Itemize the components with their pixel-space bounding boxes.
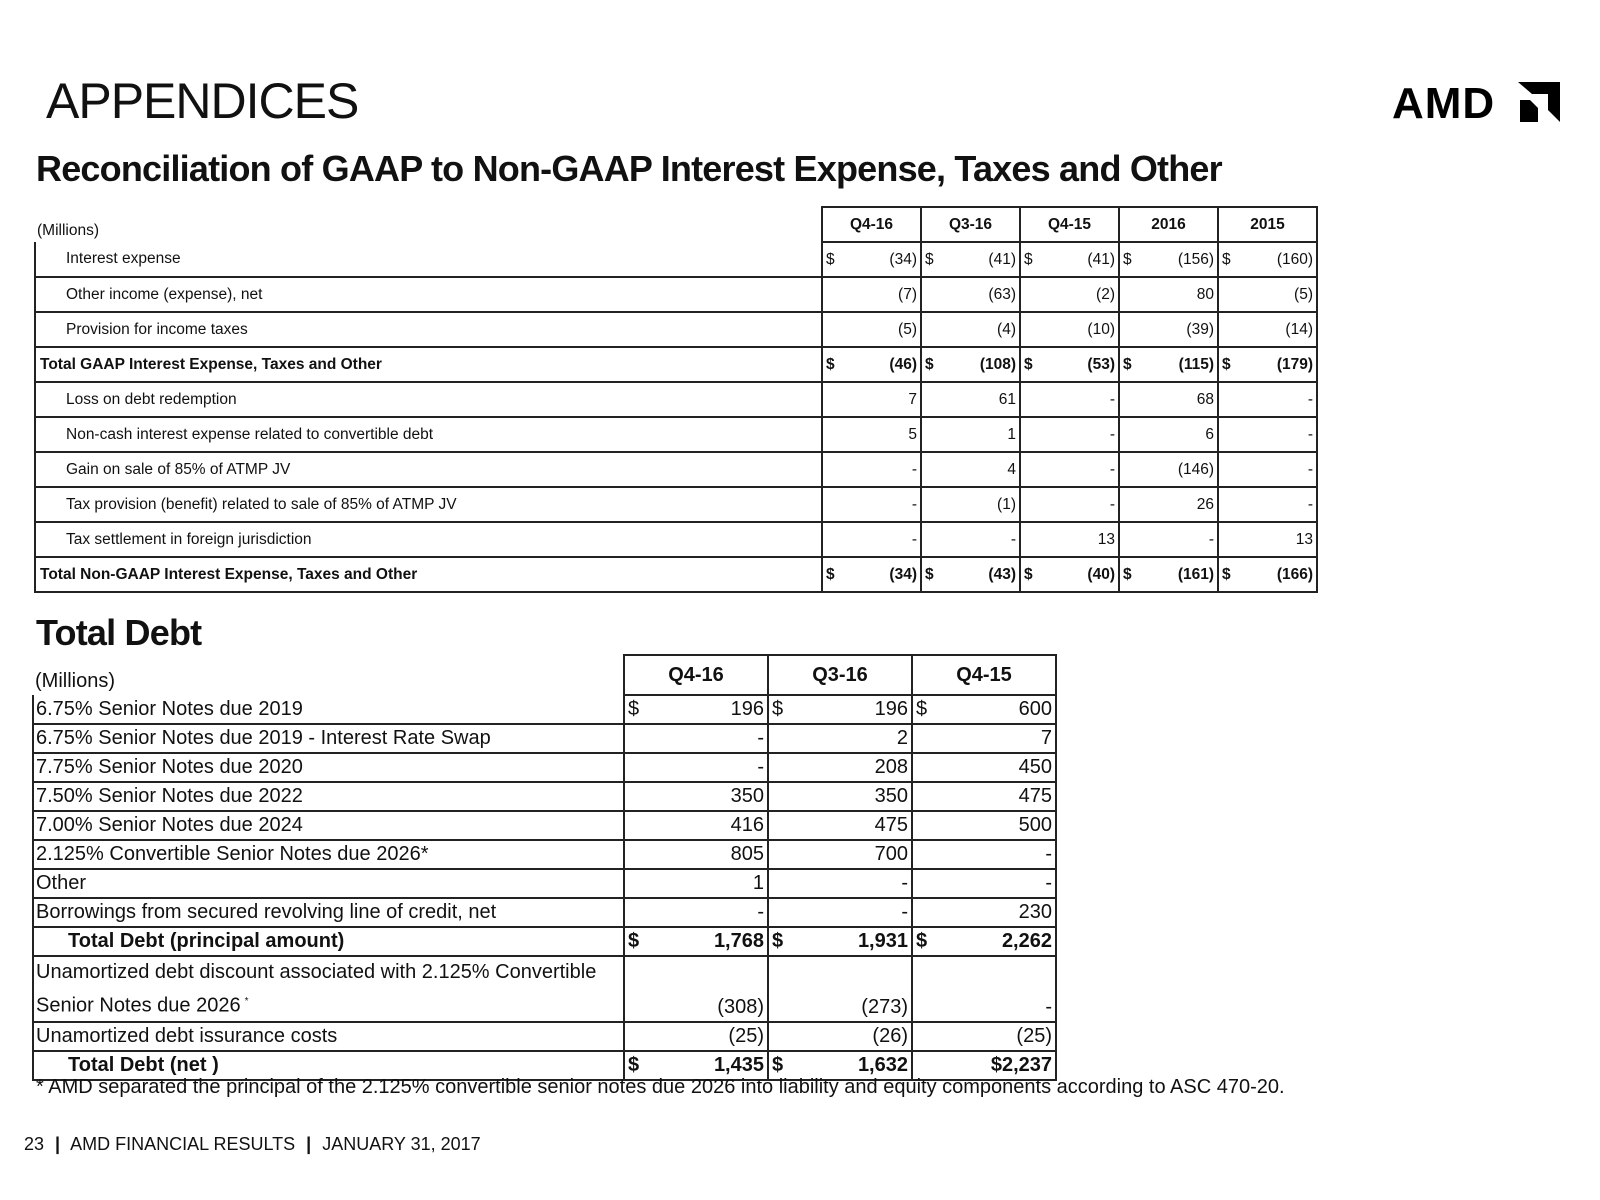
value-text: 5 — [908, 425, 917, 443]
value-cell — [1218, 417, 1317, 452]
value-cell — [921, 557, 1020, 592]
table-row — [33, 898, 1056, 927]
table-row — [35, 277, 1317, 312]
row-label-text: 7.75% Senior Notes due 2020 — [36, 756, 303, 778]
row-label-text: Total Debt (net ) — [68, 1053, 219, 1076]
value-text: 1,931 — [857, 930, 908, 952]
currency-symbol: $ — [925, 565, 934, 583]
total-debt-table — [32, 654, 1057, 1081]
value-text: (53) — [1087, 355, 1115, 373]
value-text: 6 — [1205, 425, 1214, 443]
value-cell — [912, 782, 1056, 811]
value-cell — [1119, 557, 1218, 592]
table-row — [35, 382, 1317, 417]
row-label-text: 2.125% Convertible Senior Notes due 2026* — [36, 843, 429, 865]
value-cell — [1119, 487, 1218, 522]
value-text: (41) — [988, 250, 1016, 268]
row-label-text: Borrowings from secured revolving line of credit, net — [36, 901, 497, 923]
value-cell — [1218, 382, 1317, 417]
value-text: (108) — [979, 355, 1016, 373]
value-cell — [1119, 522, 1218, 557]
value-text: (5) — [898, 320, 917, 338]
footer-doc-title: AMD FINANCIAL RESULTS — [70, 1134, 296, 1154]
value-cell — [822, 417, 921, 452]
value-text: 2,262 — [1001, 930, 1052, 952]
value-text: (34) — [889, 250, 917, 268]
table-header-row — [33, 655, 1056, 695]
row-label-text: Tax settlement in foreign jurisdiction — [66, 530, 312, 548]
value-text: - — [757, 756, 764, 778]
page-footer — [24, 1134, 481, 1155]
row-label-text: Interest expense — [66, 250, 181, 267]
value-cell — [1020, 347, 1119, 382]
value-text: - — [911, 495, 917, 513]
value-text: (161) — [1177, 565, 1214, 583]
value-cell — [912, 695, 1056, 724]
value-cell — [1119, 312, 1218, 347]
reconciliation-title: Reconciliation of GAAP to Non-GAAP Interest Expense, Taxes and Other — [36, 148, 1222, 189]
row-label-text: 7.00% Senior Notes due 2024 — [36, 814, 303, 836]
value-text: 350 — [730, 785, 764, 807]
value-cell — [768, 869, 912, 898]
value-text: - — [1010, 530, 1016, 548]
currency-symbol: $ — [772, 1053, 784, 1076]
row-label-text: Total Debt (principal amount) — [68, 930, 345, 952]
value-cell — [624, 811, 768, 840]
column-header: 2016 — [1119, 207, 1218, 242]
value-cell — [921, 487, 1020, 522]
value-cell — [768, 956, 912, 1022]
value-cell — [822, 452, 921, 487]
value-cell — [624, 753, 768, 782]
value-text: (34) — [889, 565, 917, 583]
footnote-marker: * — [244, 996, 249, 1007]
value-cell — [1020, 557, 1119, 592]
row-label — [33, 753, 624, 782]
value-text: 1,632 — [857, 1053, 908, 1076]
value-text: (39) — [1186, 320, 1214, 338]
value-text: 230 — [1018, 901, 1052, 923]
column-header: 2015 — [1218, 207, 1317, 242]
table-row — [33, 1022, 1056, 1051]
value-text: 500 — [1018, 814, 1052, 836]
value-cell — [1218, 277, 1317, 312]
currency-symbol: $ — [1024, 565, 1033, 583]
row-label — [35, 452, 822, 487]
currency-symbol: $ — [1024, 250, 1033, 268]
currency-symbol: $ — [772, 698, 784, 720]
row-label — [35, 487, 822, 522]
value-cell — [921, 522, 1020, 557]
column-header: Q4-15 — [912, 655, 1056, 695]
value-text: (63) — [988, 285, 1016, 303]
value-text: - — [1307, 425, 1313, 443]
value-text: 196 — [874, 698, 908, 720]
section-title: APPENDICES — [46, 73, 359, 129]
value-cell — [1020, 312, 1119, 347]
currency-symbol: $ — [1123, 355, 1132, 373]
row-label-text: Loss on debt redemption — [66, 390, 237, 408]
currency-symbol: $ — [1123, 250, 1132, 268]
row-label — [33, 695, 624, 724]
table-row — [33, 724, 1056, 753]
table-row — [33, 782, 1056, 811]
value-cell — [1020, 382, 1119, 417]
value-cell — [1020, 417, 1119, 452]
value-cell — [822, 557, 921, 592]
row-label — [33, 898, 624, 927]
value-cell — [1119, 277, 1218, 312]
value-text: 7 — [1040, 727, 1052, 749]
value-cell — [912, 753, 1056, 782]
value-text: 1 — [752, 872, 764, 894]
column-header: Q4-15 — [1020, 207, 1119, 242]
value-text: (5) — [1294, 285, 1313, 303]
table-row — [35, 487, 1317, 522]
value-cell — [1218, 312, 1317, 347]
table-row — [35, 312, 1317, 347]
row-label-text: Gain on sale of 85% of ATMP JV — [66, 460, 291, 478]
value-cell — [768, 782, 912, 811]
units-label: (Millions) — [37, 222, 99, 239]
currency-symbol: $ — [916, 930, 928, 952]
row-label-text: Tax provision (benefit) related to sale of 85% of ATMP JV — [66, 495, 457, 513]
currency-symbol: $ — [826, 565, 835, 583]
row-label — [35, 277, 822, 312]
logo-text: AMD — [1392, 80, 1496, 124]
table-row — [33, 695, 1056, 724]
value-text: 450 — [1018, 756, 1052, 778]
row-label — [33, 1022, 624, 1051]
column-header: Q4-16 — [624, 655, 768, 695]
value-cell — [768, 753, 912, 782]
value-cell — [912, 869, 1056, 898]
value-cell — [912, 898, 1056, 927]
value-cell — [768, 695, 912, 724]
value-cell — [624, 956, 768, 1022]
row-label-text: Unamortized debt discount associated with 2.125% Convertible Senior Notes due 2026 — [36, 961, 597, 1017]
value-text: 416 — [730, 814, 764, 836]
value-text: (7) — [898, 285, 917, 303]
row-label — [33, 782, 624, 811]
currency-symbol: $ — [1222, 355, 1231, 373]
value-text: 2 — [896, 727, 908, 749]
value-cell — [1119, 382, 1218, 417]
currency-symbol: $ — [628, 698, 640, 720]
value-text: - — [1109, 425, 1115, 443]
value-cell — [624, 840, 768, 869]
row-label — [33, 869, 624, 898]
value-text: (273) — [861, 995, 908, 1018]
column-header: Q3-16 — [768, 655, 912, 695]
row-label — [35, 312, 822, 347]
value-cell — [921, 452, 1020, 487]
value-cell — [912, 927, 1056, 956]
value-cell — [921, 312, 1020, 347]
value-cell — [1020, 242, 1119, 277]
row-label-text: Unamortized debt issurance costs — [36, 1024, 338, 1047]
value-cell — [912, 1022, 1056, 1051]
currency-symbol: $ — [1024, 355, 1033, 373]
value-text: - — [1208, 530, 1214, 548]
value-text: - — [911, 530, 917, 548]
value-text: (4) — [997, 320, 1016, 338]
footer-date: JANUARY 31, 2017 — [322, 1134, 481, 1154]
value-text: - — [1109, 390, 1115, 408]
column-header: Q3-16 — [921, 207, 1020, 242]
currency-symbol: $ — [1222, 565, 1231, 583]
value-text: (179) — [1276, 355, 1313, 373]
value-text: - — [901, 872, 908, 894]
currency-symbol: $ — [925, 250, 934, 268]
currency-symbol: $ — [826, 355, 835, 373]
value-cell — [921, 277, 1020, 312]
value-text: - — [1045, 843, 1052, 865]
currency-symbol: $ — [1123, 565, 1132, 583]
value-text: 61 — [998, 390, 1016, 408]
value-text: - — [1045, 872, 1052, 894]
value-cell — [822, 487, 921, 522]
value-cell — [768, 840, 912, 869]
units-label: (Millions) — [35, 670, 115, 692]
value-cell — [1218, 242, 1317, 277]
row-label-text: Total Non-GAAP Interest Expense, Taxes and Other — [40, 565, 418, 583]
value-cell — [624, 1022, 768, 1051]
table-row — [33, 840, 1056, 869]
value-cell — [1020, 277, 1119, 312]
value-text: 475 — [874, 814, 908, 836]
currency-symbol: $ — [772, 930, 784, 952]
table-row — [35, 522, 1317, 557]
row-label-text: 6.75% Senior Notes due 2019 - Interest Rate Swap — [36, 727, 491, 749]
currency-symbol: $ — [628, 930, 640, 952]
value-cell — [822, 242, 921, 277]
value-text: 80 — [1196, 285, 1214, 303]
value-text: - — [1307, 390, 1313, 408]
value-cell — [624, 695, 768, 724]
value-text: - — [1109, 495, 1115, 513]
table-row — [35, 452, 1317, 487]
value-text: - — [1307, 495, 1313, 513]
value-text: 26 — [1196, 495, 1214, 513]
value-cell — [624, 869, 768, 898]
value-text: - — [757, 727, 764, 749]
value-cell — [921, 382, 1020, 417]
row-label-text: Provision for income taxes — [66, 320, 248, 338]
amd-logo — [1392, 80, 1562, 124]
value-text: (308) — [717, 995, 764, 1018]
value-text: 4 — [1007, 460, 1016, 478]
value-cell — [822, 522, 921, 557]
value-cell — [921, 417, 1020, 452]
row-label — [35, 557, 822, 592]
total-debt-title: Total Debt — [36, 612, 202, 653]
value-cell — [822, 277, 921, 312]
value-text: (25) — [728, 1024, 764, 1047]
value-text: (41) — [1087, 250, 1115, 268]
value-text: 350 — [874, 785, 908, 807]
value-cell — [921, 347, 1020, 382]
value-text: (40) — [1087, 565, 1115, 583]
value-cell — [1020, 522, 1119, 557]
value-cell — [822, 382, 921, 417]
value-text: (1) — [997, 495, 1016, 513]
value-cell — [768, 1022, 912, 1051]
value-cell — [768, 811, 912, 840]
value-cell — [1119, 452, 1218, 487]
table-row — [33, 753, 1056, 782]
row-label-text: Total GAAP Interest Expense, Taxes and Other — [40, 355, 382, 373]
value-cell — [1020, 452, 1119, 487]
row-label-text: Non-cash interest expense related to convertible debt — [66, 425, 434, 443]
value-text: 7 — [908, 390, 917, 408]
value-cell — [1119, 417, 1218, 452]
value-text: 805 — [730, 843, 764, 865]
value-text: - — [1307, 460, 1313, 478]
value-text: - — [757, 901, 764, 923]
value-cell — [768, 927, 912, 956]
value-text: - — [911, 460, 917, 478]
row-label-text: Other income (expense), net — [66, 285, 263, 303]
footer-divider: | — [55, 1134, 61, 1154]
value-text: 600 — [1018, 698, 1052, 720]
currency-symbol: $ — [628, 1053, 640, 1076]
value-text: 196 — [730, 698, 764, 720]
value-cell — [1218, 487, 1317, 522]
currency-symbol: $ — [925, 355, 934, 373]
currency-symbol: $ — [826, 250, 835, 268]
table-row — [33, 927, 1056, 956]
value-cell — [822, 347, 921, 382]
value-text: (156) — [1177, 250, 1214, 268]
value-cell — [624, 898, 768, 927]
value-text: (46) — [889, 355, 917, 373]
row-label — [35, 522, 822, 557]
value-cell — [768, 724, 912, 753]
value-text: (2) — [1096, 285, 1115, 303]
row-label-text: 6.75% Senior Notes due 2019 — [36, 697, 303, 720]
table-row — [35, 557, 1317, 592]
row-label-text: Other — [36, 872, 87, 894]
table-row — [35, 242, 1317, 277]
table-row — [33, 811, 1056, 840]
value-cell — [912, 724, 1056, 753]
value-text: - — [901, 901, 908, 923]
value-text: 475 — [1018, 785, 1052, 807]
row-label — [33, 927, 624, 956]
row-label — [35, 417, 822, 452]
footer-divider: | — [306, 1134, 312, 1154]
value-cell — [624, 724, 768, 753]
table-row — [33, 956, 1056, 1022]
value-cell — [624, 927, 768, 956]
value-text: (43) — [988, 565, 1016, 583]
table-row — [33, 869, 1056, 898]
value-text: 13 — [1295, 530, 1313, 548]
reconciliation-table — [34, 206, 1318, 593]
value-text: 1 — [1007, 425, 1016, 443]
value-cell — [624, 782, 768, 811]
table-row — [35, 347, 1317, 382]
value-text: (26) — [872, 1024, 908, 1047]
value-cell — [912, 840, 1056, 869]
row-label — [33, 724, 624, 753]
value-text: 700 — [874, 843, 908, 865]
value-text: (25) — [1016, 1024, 1052, 1047]
column-header: Q4-16 — [822, 207, 921, 242]
value-cell — [1218, 522, 1317, 557]
value-text: - — [1045, 995, 1052, 1018]
value-text: (146) — [1177, 460, 1214, 478]
value-cell — [1218, 347, 1317, 382]
value-cell — [912, 956, 1056, 1022]
row-label — [33, 840, 624, 869]
row-label — [35, 382, 822, 417]
value-cell — [1020, 487, 1119, 522]
value-text: $2,237 — [990, 1053, 1052, 1076]
page-number: 23 — [24, 1134, 45, 1154]
value-cell — [1218, 557, 1317, 592]
value-cell — [822, 312, 921, 347]
row-label — [33, 956, 624, 1022]
value-text: (160) — [1276, 250, 1313, 268]
value-text: (115) — [1178, 355, 1214, 373]
row-label — [33, 811, 624, 840]
table-row — [35, 417, 1317, 452]
row-label — [35, 347, 822, 382]
value-text: - — [1109, 460, 1115, 478]
value-text: 13 — [1097, 530, 1115, 548]
value-text: 208 — [874, 756, 908, 778]
row-label — [35, 242, 822, 277]
value-cell — [1218, 452, 1317, 487]
footnote: * AMD separated the principal of the 2.125% convertible senior notes due 2026 into liability and equity components according to ASC 470-20. — [36, 1076, 1285, 1098]
value-cell — [1119, 242, 1218, 277]
currency-symbol: $ — [1222, 250, 1231, 268]
value-text: 1,435 — [713, 1053, 764, 1076]
currency-symbol: $ — [916, 698, 928, 720]
value-text: (14) — [1285, 320, 1313, 338]
value-cell — [921, 242, 1020, 277]
value-cell — [768, 898, 912, 927]
value-text: 68 — [1196, 390, 1214, 408]
value-cell — [912, 811, 1056, 840]
value-text: (10) — [1087, 320, 1115, 338]
table-header-row — [35, 207, 1317, 242]
value-text: (166) — [1276, 565, 1313, 583]
value-text: 1,768 — [713, 930, 764, 952]
row-label-text: 7.50% Senior Notes due 2022 — [36, 785, 303, 807]
amd-arrow-icon — [1518, 82, 1560, 122]
value-cell — [1119, 347, 1218, 382]
